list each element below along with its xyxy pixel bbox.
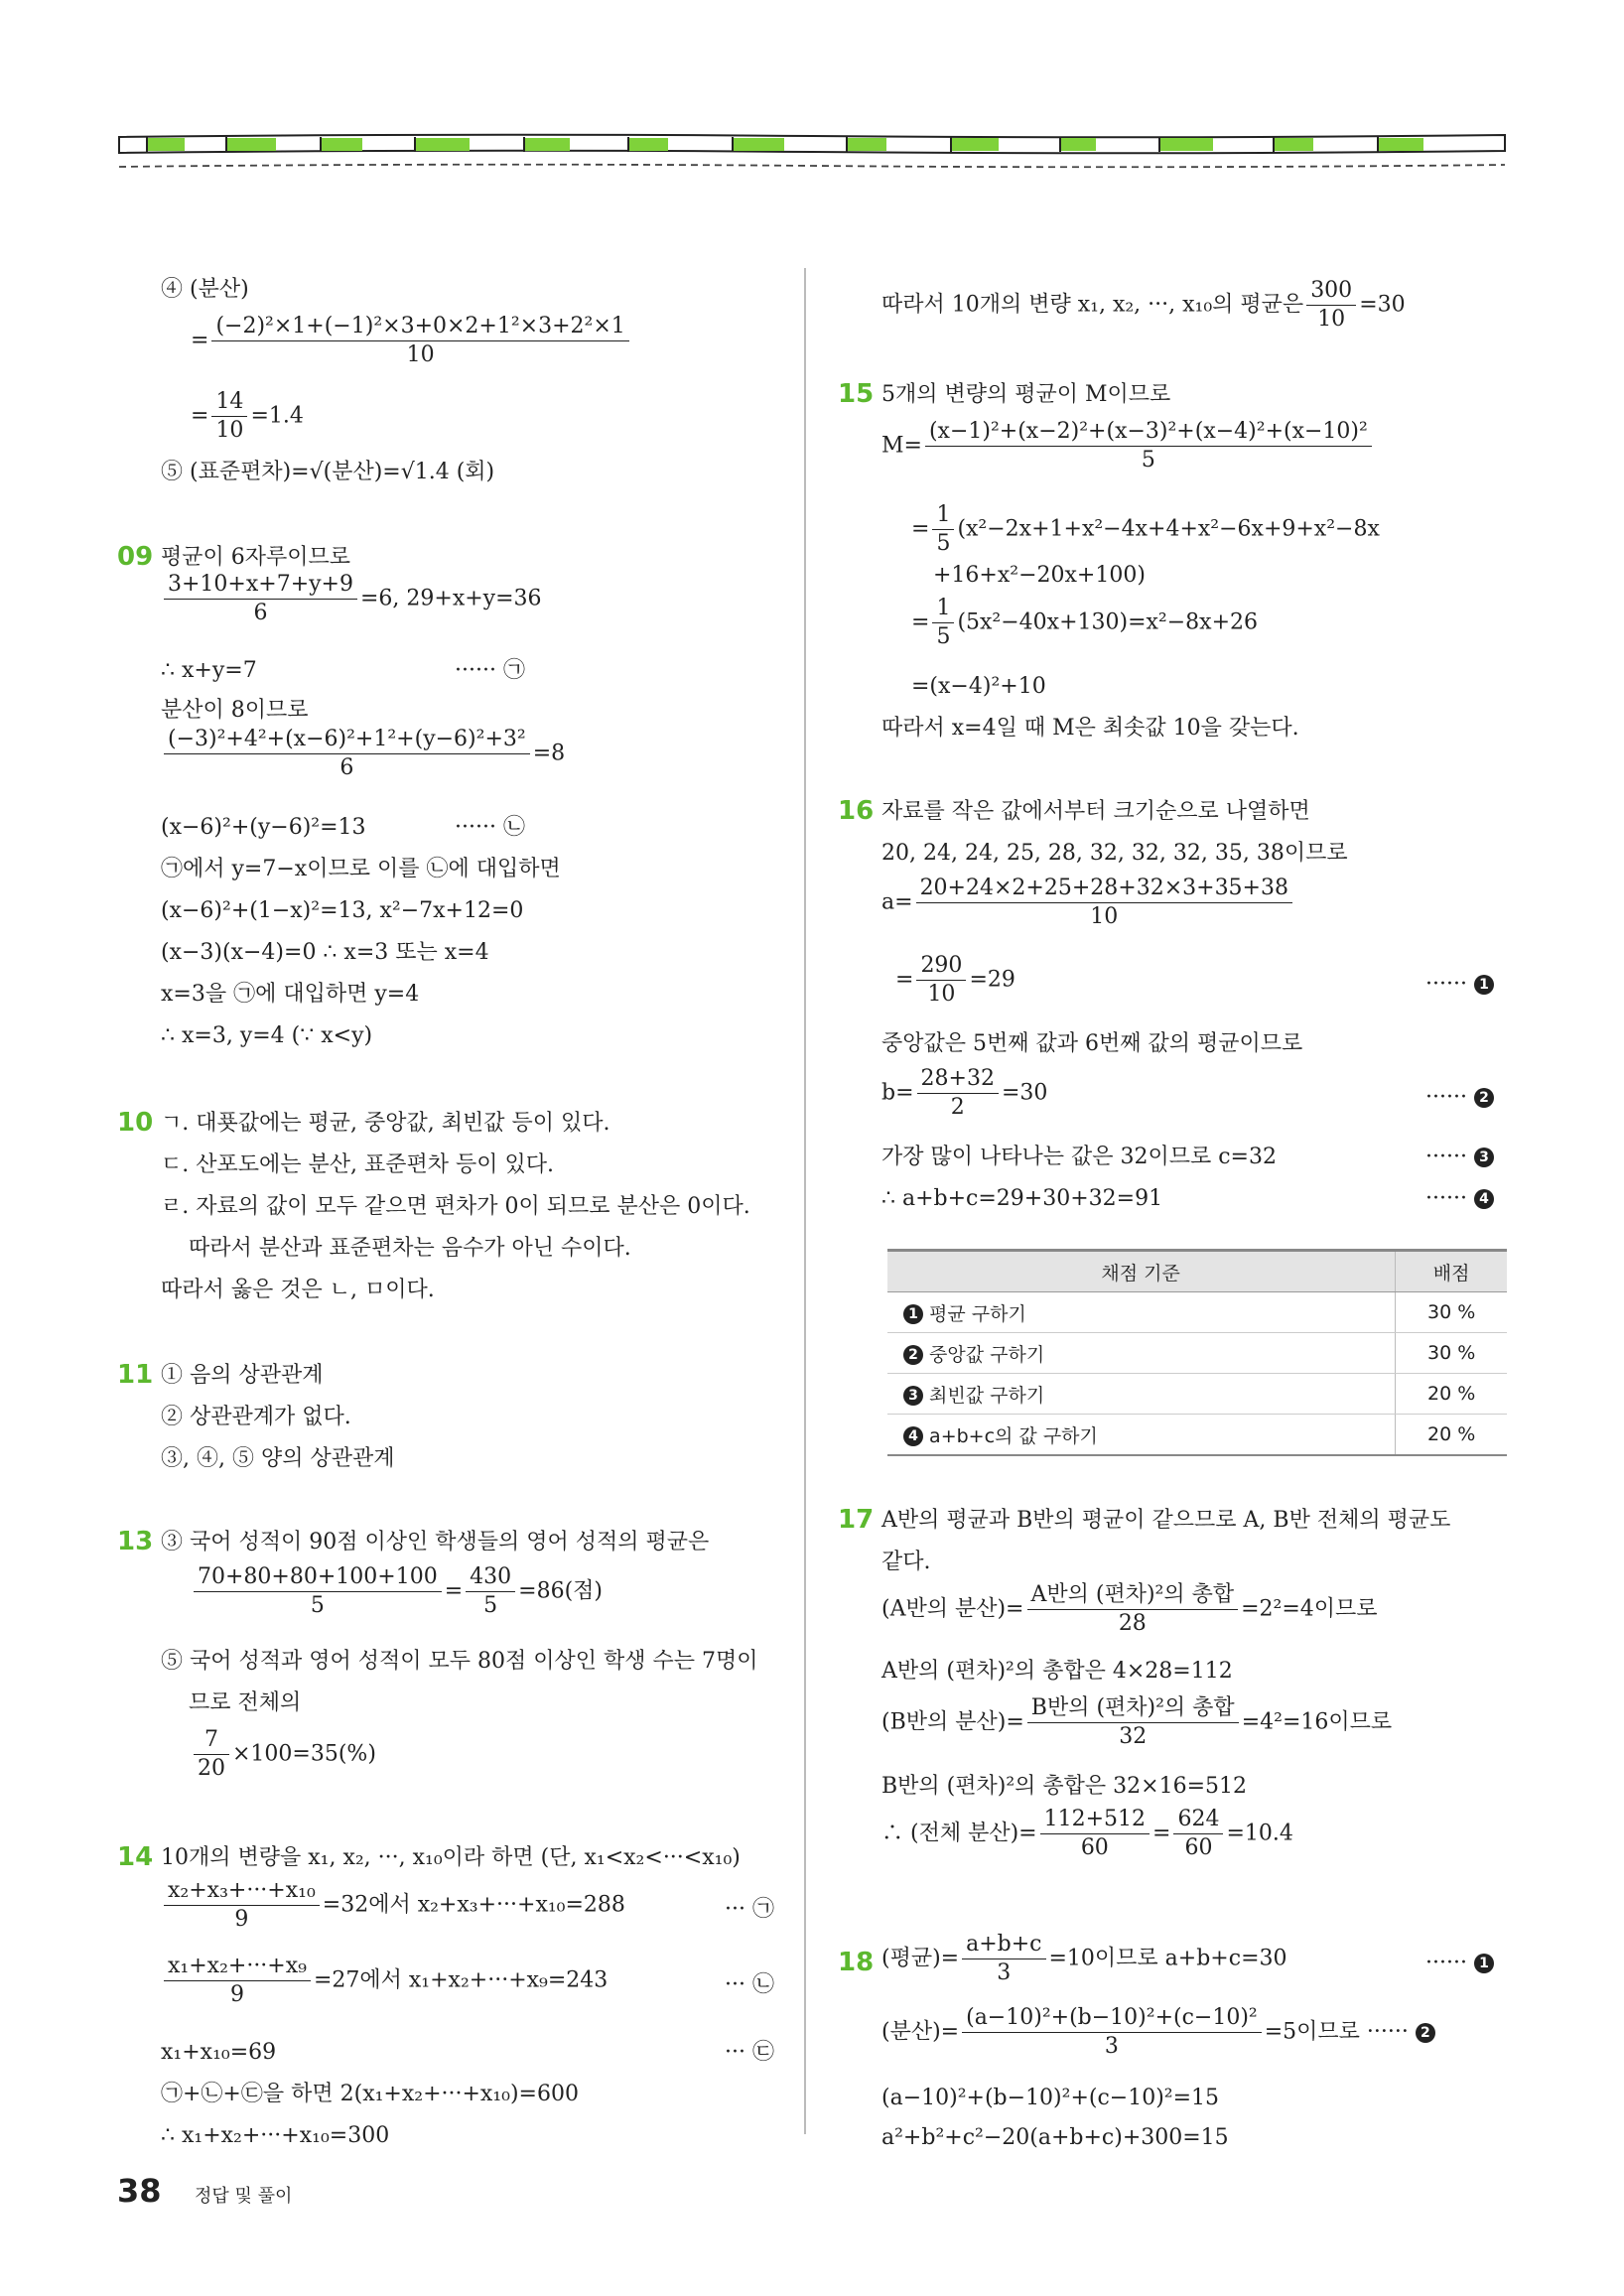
row-criteria: 최빈값 구하기: [929, 1384, 1045, 1407]
row-points: 30 %: [1396, 1333, 1507, 1374]
p16-line-5: 중앙값은 5번째 값과 6번째 값의 평균이므로: [881, 1031, 1303, 1056]
table-row: [887, 1333, 1507, 1374]
p13-line-5: $\frac{7}{20}$ ×100=35(%): [191, 1727, 376, 1782]
problem-number-14: 14: [117, 1842, 154, 1872]
p09-line-1: 평균이 6자루이므로: [161, 545, 351, 570]
p14b-fraction: $\frac{300}{10}$: [1306, 278, 1356, 333]
p11-line-3: ③, ④, ⑤ 양의 상관관계: [161, 1446, 395, 1471]
footer-label: 정답 및 풀이: [195, 2186, 293, 2207]
p14-mark-1: ··· ㉠: [725, 1897, 774, 1922]
p14-line-1: 10개의 변량을 x₁, x₂, ···, x₁₀이라 하면 (단, x₁<x₂<···<x₁₀): [161, 1845, 741, 1870]
row-bullet: 3: [903, 1386, 923, 1406]
column-divider: [804, 268, 806, 2134]
step-bullet-1: 1: [1474, 1954, 1494, 1973]
p17-fraction-3: $\frac{112+512}{60}$: [1040, 1807, 1150, 1861]
p17-fraction-4: $\frac{624}{60}$: [1173, 1807, 1223, 1861]
p10-line-2: ㄷ. 산포도에는 분산, 표준편차 등이 있다.: [161, 1152, 554, 1177]
p13-line-2: $\frac{70+80+80+100+100}{5}$ = $\frac{430}{5}$ =86(점): [191, 1564, 603, 1619]
p10-line-5: 따라서 옳은 것은 ㄴ, ㅁ이다.: [161, 1278, 435, 1302]
p14-line-6: ∴ x₁+x₂+···+x₁₀=300: [161, 2123, 390, 2148]
row-points: 20 %: [1396, 1415, 1507, 1456]
p14-mark-3: ··· ㉢: [725, 2040, 774, 2065]
p09-line-2: $\frac{3+10+x+7+y+9}{6}$ =6, 29+x+y=36: [161, 572, 542, 626]
p08-line-4: ⑤ (표준편차)=√(분산)=√1.4 (회): [161, 460, 495, 484]
p16-fraction-2: $\frac{290}{10}$: [916, 953, 966, 1008]
p15-line-7: 따라서 x=4일 때 M은 최솟값 10을 갖는다.: [881, 716, 1299, 741]
p15-line-1: 5개의 변량의 평균이 M이므로: [881, 382, 1171, 407]
row-criteria: a+b+c의 값 구하기: [929, 1424, 1098, 1447]
p18-fraction-1: $\frac{a+b+c}{3}$: [962, 1932, 1045, 1986]
p18-line-4: a²+b²+c²−20(a+b+c)+300=15: [881, 2125, 1229, 2150]
p11-line-2: ② 상관관계가 없다.: [161, 1405, 351, 1429]
p13-line-1: ③ 국어 성적이 90점 이상인 학생들의 영어 성적의 평균은: [161, 1530, 710, 1554]
p14b-line-1: 따라서 10개의 변량 x₁, x₂, ···, x₁₀의 평균은 $\frac{300}{10}$ =30: [881, 278, 1406, 332]
p08-fraction-2: $\frac{14}{10}$: [211, 389, 247, 444]
p13-fraction-1: $\frac{70+80+80+100+100}{5}$: [194, 1564, 442, 1619]
p15-fraction-2: $\frac{1}{5}$: [932, 502, 954, 557]
header-points: 배점: [1396, 1251, 1507, 1292]
p09-line-9: (x−3)(x−4)=0 ∴ x=3 또는 x=4: [161, 940, 489, 965]
p09-mark-1: ······ ㉠: [455, 658, 525, 683]
p14-fraction-2: $\frac{\text{x₁+x₂+···+x₉}}{9}$: [164, 1954, 311, 2008]
table-row: [887, 1415, 1507, 1456]
step-bullet-3: 3: [1474, 1148, 1494, 1167]
p09-line-10: x=3을 ㉠에 대입하면 y=4: [161, 982, 420, 1007]
table-row: [887, 1292, 1507, 1333]
p09-line-4: 분산이 8이므로: [161, 698, 309, 723]
p15-line-3: = $\frac{1}{5}$ (x²−2x+1+x²−4x+4+x²−6x+9+x²−8x: [911, 502, 1380, 556]
p10-line-4: 따라서 분산과 표준편차는 음수가 아닌 수이다.: [189, 1236, 631, 1261]
p17-line-5: (B반의 분산)= $\frac{\text{B반의 (편차)²의 총합}}{32}$ =4²=16이므로: [881, 1695, 1393, 1749]
p10-line-1: ㄱ. 대푯값에는 평균, 중앙값, 최빈값 등이 있다.: [161, 1111, 610, 1136]
p17-line-6: B반의 (편차)²의 총합은 32×16=512: [881, 1774, 1247, 1799]
p15-fraction-1: $\frac{\text{(x−1)²+(x−2)²+(x−3)²+(x−4)²+(x−10)²}}{5}$: [925, 419, 1372, 473]
p09-line-6: (x−6)²+(y−6)²=13: [161, 815, 366, 840]
step-bullet-2: 2: [1474, 1088, 1494, 1108]
p18-mark-1: ······ 1: [1425, 1950, 1494, 1977]
p08-line-2: = $\frac{\text{(−2)²×1+(−1)²×3+0×2+1²×3+2²×1}}{10}$: [191, 314, 632, 368]
p09-fraction-1: $\frac{3+10+x+7+y+9}{6}$: [164, 572, 357, 626]
step-bullet-2: 2: [1416, 2023, 1435, 2043]
p16-line-7: 가장 많이 나타나는 값은 32이므로 c=32: [881, 1145, 1277, 1169]
p15-line-4: +16+x²−20x+100): [933, 563, 1146, 588]
p14-line-5: ㉠+㉡+㉢을 하면 2(x₁+x₂+···+x₁₀)=600: [161, 2082, 579, 2106]
row-bullet: 2: [903, 1345, 923, 1365]
scoring-table: [887, 1249, 1507, 1456]
p16-mark-1: ······ 1: [1425, 971, 1494, 999]
row-points: 30 %: [1396, 1292, 1507, 1333]
p14-line-2: $\frac{\text{x₂+x₃+···+x₁₀}}{9}$ =32에서 x₂+x₃+···+x₁₀=288: [161, 1878, 625, 1933]
scoring-table-header: [887, 1251, 1507, 1292]
p16-line-6: b= $\frac{28+32}{2}$ =30: [881, 1066, 1048, 1120]
page-number: 38: [117, 2172, 162, 2210]
p16-line-2: 20, 24, 24, 25, 28, 32, 32, 32, 35, 38이므로: [881, 841, 1348, 866]
p13-line-3: ⑤ 국어 성적과 영어 성적이 모두 80점 이상인 학생 수는 7명이: [161, 1649, 758, 1674]
p18-line-1: (평균)= $\frac{a+b+c}{3}$ =10이므로 a+b+c=30: [881, 1932, 1287, 1985]
p14-line-4: x₁+x₁₀=69: [161, 2040, 277, 2065]
problem-number-15: 15: [838, 379, 875, 409]
p16-fraction-3: $\frac{28+32}{2}$: [917, 1066, 999, 1121]
row-bullet: 4: [903, 1426, 923, 1446]
p16-line-4: = $\frac{290}{10}$ =29: [895, 953, 1015, 1007]
p17-fraction-1: $\frac{\text{A반의 (편차)²의 총합}}{28}$: [1027, 1582, 1239, 1637]
problem-number-13: 13: [117, 1527, 154, 1556]
p16-mark-3: ······ 3: [1425, 1144, 1494, 1171]
step-bullet-1: 1: [1474, 975, 1494, 995]
p13-fraction-3: $\frac{7}{20}$: [194, 1727, 229, 1782]
problem-number-09: 09: [117, 542, 154, 572]
problem-number-10: 10: [117, 1108, 154, 1138]
p15-line-5: = $\frac{1}{5}$ (5x²−40x+130)=x²−8x+26: [911, 596, 1259, 649]
p17-line-1: A반의 평균과 B반의 평균이 같으므로 A, B반 전체의 평균도: [881, 1508, 1451, 1533]
p09-line-11: ∴ x=3, y=4 (∵ x<y): [161, 1023, 373, 1048]
p15-line-2: M= $\frac{\text{(x−1)²+(x−2)²+(x−3)²+(x−4)²+(x−10)²}}{5}$: [881, 419, 1375, 473]
p16-mark-2: ······ 2: [1425, 1084, 1494, 1112]
problem-number-18: 18: [838, 1948, 875, 1977]
problem-number-11: 11: [117, 1360, 154, 1390]
p15-line-6: =(x−4)²+10: [911, 674, 1046, 699]
p09-fraction-2: $\frac{\text{(−3)²+4²+(x−6)²+1²+(y−6)²+3²}}{6}$: [164, 727, 530, 781]
p14-line-3: $\frac{\text{x₁+x₂+···+x₉}}{9}$ =27에서 x₁+x₂+···+x₉=243: [161, 1954, 608, 2008]
p14-fraction-1: $\frac{\text{x₂+x₃+···+x₁₀}}{9}$: [164, 1878, 320, 1933]
p09-mark-2: ······ ㉡: [455, 815, 525, 840]
p09-line-5: $\frac{\text{(−3)²+4²+(x−6)²+1²+(y−6)²+3²}}{6}$ =8: [161, 727, 565, 781]
p14-mark-2: ··· ㉡: [725, 1972, 774, 1997]
p17-line-2: 같다.: [881, 1550, 931, 1574]
p18-line-3: (a−10)²+(b−10)²+(c−10)²=15: [881, 2086, 1220, 2110]
p16-line-1: 자료를 작은 값에서부터 크기순으로 나열하면: [881, 799, 1310, 824]
p09-line-7: ㉠에서 y=7−x이므로 이를 ㉡에 대입하면: [161, 857, 561, 881]
row-points: 20 %: [1396, 1374, 1507, 1415]
p16-fraction-1: $\frac{20+24\times 2+25+28+32\times 3+35+38}{10}$: [916, 876, 1292, 930]
p09-line-3: ∴ x+y=7: [161, 658, 257, 683]
header-decoration: [117, 127, 1507, 179]
header-criteria: 채점 기준: [887, 1251, 1396, 1292]
p13-line-4: 므로 전체의: [189, 1690, 302, 1715]
p17-line-3: (A반의 분산)= $\frac{\text{A반의 (편차)²의 총합}}{28}$ =2²=4이므로: [881, 1582, 1378, 1636]
p08-line-3: = $\frac{14}{10}$ =1.4: [191, 389, 304, 443]
p09-line-8: (x−6)²+(1−x)²=13, x²−7x+12=0: [161, 898, 524, 923]
p18-line-2: (분산)= $\frac{\text{(a−10)²+(b−10)²+(c−10)²}}{3}$ =5이므로 ······ 2: [881, 2005, 1435, 2060]
p18-fraction-2: $\frac{\text{(a−10)²+(b−10)²+(c−10)²}}{3}$: [962, 2005, 1262, 2060]
row-criteria: 중앙값 구하기: [929, 1343, 1045, 1366]
row-criteria: 평균 구하기: [929, 1302, 1026, 1325]
p08-line-1: ④ (분산): [161, 277, 249, 302]
p11-line-1: ① 음의 상관관계: [161, 1363, 324, 1388]
p10-line-3: ㄹ. 자료의 값이 모두 같으면 편차가 0이 되므로 분산은 0이다.: [161, 1194, 750, 1219]
p16-line-8: ∴ a+b+c=29+30+32=91: [881, 1186, 1163, 1211]
p15-fraction-3: $\frac{1}{5}$: [932, 596, 954, 650]
problem-number-17: 17: [838, 1505, 875, 1535]
p13-fraction-2: $\frac{430}{5}$: [466, 1564, 515, 1619]
p17-fraction-2: $\frac{\text{B반의 (편차)²의 총합}}{32}$: [1027, 1695, 1239, 1750]
p17-line-4: A반의 (편차)²의 총합은 4×28=112: [881, 1659, 1233, 1684]
step-bullet-4: 4: [1474, 1189, 1494, 1209]
problem-number-16: 16: [838, 796, 875, 826]
p16-mark-4: ······ 4: [1425, 1185, 1494, 1213]
p16-line-3: a= $\frac{20+24\times 2+25+28+32\times 3+35+38}{10}$: [881, 876, 1295, 930]
p17-line-7: ∴ (전체 분산)= $\frac{112+512}{60}$ = $\frac{624}{60}$ =10.4: [881, 1807, 1293, 1860]
p08-fraction-1: $\frac{\text{(−2)²×1+(−1)²×3+0×2+1²×3+2²×1}}{10}$: [211, 314, 628, 368]
table-row: [887, 1374, 1507, 1415]
row-bullet: 1: [903, 1304, 923, 1324]
